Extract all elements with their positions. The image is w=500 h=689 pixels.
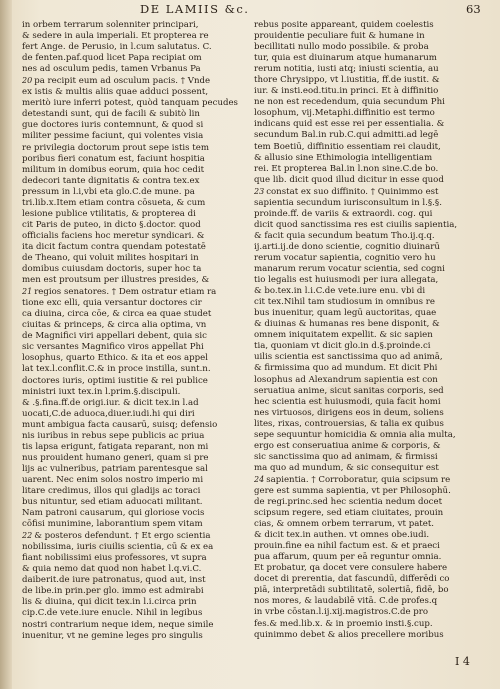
text-line: nobilissima, iuris ciuilis scientia, cū & ex ea: [22, 542, 214, 553]
text-line: uilis scientia est sanctissima quo ad animā,: [254, 352, 443, 363]
text-line: 24 sapientia. † Corroboratur, quia scipsum re: [254, 474, 451, 485]
text-line: piā, interpretādi subtilitatē, solertiā, fidē, bo: [254, 585, 449, 596]
text-line: 21 regios senatores. † Dem ostratur etiam ra: [22, 287, 217, 298]
text-line: omnem iniquitatem expellit. & sic sapien: [254, 330, 433, 341]
text-line: uocati,C.de aduoca,diuer.iudi.hi qui diri: [22, 408, 195, 419]
text-line: nes ad osculum pedis, tamen Vrbanus Pa: [22, 64, 201, 75]
text-line: bus nituntur, sed etiam aduocati militant.: [22, 497, 203, 508]
page-header: [0, 2, 500, 18]
text-line: losophus, quarto Ethico. & ita et eos appel: [22, 353, 208, 364]
text-line: ita dicit factum contra quendam potestatē: [22, 241, 206, 252]
text-line: litare credimus, illos qui gladijs ac toraci: [22, 485, 201, 496]
text-line: 20 pa recipit eum ad osculum pacis. † Vnde: [22, 76, 211, 87]
text-line: domibus cuiusdam doctoris, super hoc ta: [22, 264, 202, 275]
text-line: nes virtuosos, dirigens eos in deum, soliens: [254, 407, 444, 418]
text-line: rerum vocatur sapientia, cognitio vero hu: [254, 252, 436, 263]
text-line: nos mores, & laudabilē vitā. C.de profes.q: [254, 596, 438, 607]
text-line: manarum rerum vocatur scientia, sed cogni: [254, 264, 445, 275]
text-line: docet di prerentia, dat fascundū, differēdi co: [254, 574, 450, 585]
text-line: & dicit tex.in authen. vt omnes obe.iudi.: [254, 530, 430, 541]
text-line: munt ambigua facta causarū, suisq; defensio: [22, 419, 218, 430]
text-line: ma quo ad mundum, & sic consequitur est: [254, 462, 439, 473]
text-line: & sedere in aula imperiali. Et propterea re: [22, 31, 209, 42]
text-line: ca diuina, circa cōe, & circa ea quae studet: [22, 309, 212, 320]
text-line: fiant nobilissimi eius professores, vt supra: [22, 553, 207, 564]
text-line: de Theano, qui voluit milites hospitari in: [22, 252, 199, 263]
text-line: de libe.in prin.per glo. immo est admirabi: [22, 586, 204, 597]
text-line: que lib. dicit quod illud dicitur in esse quod: [254, 174, 444, 185]
text-line: tia, quoniam vt dicit glo.in d.§.proinde.ci: [254, 341, 431, 352]
text-line: scipsum regere, sed etiam ciuitates, prouin: [254, 508, 444, 519]
text-line: prouidentie peculiare fuit & humane in: [254, 31, 425, 42]
text-line: becillitati nullo modo possibile. & proba: [254, 42, 429, 53]
text-line: militer pessime faciunt, qui volentes visia: [22, 131, 204, 142]
text-line: ciuitas & princeps, & circa alia optima, vn: [22, 320, 207, 331]
text-line: pressum in l.i,vbi eta glo.C.de mune. pa: [22, 186, 195, 197]
text-line: nus prouident humano generi, quam si pre: [22, 452, 209, 463]
text-line: fes.& med.lib.x. & in proemio insti.§.cup.: [254, 618, 433, 629]
text-line: gere est summa sapientia, vt per Philosophū.: [254, 485, 451, 496]
marginal-number: 23: [254, 186, 265, 196]
text-line: sic sanctissima quo ad animam, & firmissi: [254, 451, 438, 462]
text-line: cit tex.Nihil tam studiosum in omnibus re: [254, 297, 435, 308]
text-line: uarent. Nec enim solos nostro imperio mi: [22, 474, 204, 485]
text-line: pua affarum, quum per eā reguntur omnia.: [254, 552, 442, 563]
text-line: sepe sequuntur homicidia & omnia alia multa,: [254, 429, 456, 440]
text-line: de Magnifici viri appellari debent, quia sic: [22, 331, 207, 342]
text-line: indicans quid est esse rei per essentialia. &: [254, 119, 445, 130]
text-line: sic versantes Magnifico viros appellat Phi: [22, 342, 204, 353]
text-line: tione exc elli, quia versantur doctores cir: [22, 298, 202, 309]
text-line: cip.C.de vete.iure enucle. Nihil in legibus: [22, 608, 203, 619]
text-line: & facit quia secundum beatum Tho.ij.q.q.: [254, 230, 435, 241]
text-line: inuenitur, vt ne gemine leges pro singulis: [22, 630, 203, 641]
text-line: iur. & insti.eod.titu.in princi. Et à diffinitio: [254, 86, 439, 97]
right-text-column: [254, 20, 479, 641]
text-line: lat tex.l.conflit.C.& in proce instilla, sunt.n.: [22, 364, 211, 375]
text-line: quinimmo debet & alios precellere moribus: [254, 629, 444, 640]
text-line: losophus ad Alexandrum sapientia est con: [254, 374, 438, 385]
text-line: poribus fieri conatum est, faciunt hospitia: [22, 153, 205, 164]
text-line: ministri iuxt tex.in l.prim.§.discipuli.: [22, 386, 181, 397]
text-line: re privilegia doctorum prout sepe istis tem: [22, 142, 209, 153]
text-line: men est proutsum per illustres presides, &: [22, 275, 210, 286]
text-line: dicit quod sanctissima res est ciuilis sapientia,: [254, 219, 458, 230]
text-line: prouin.fine ea nihil factum est. & et praeci: [254, 541, 440, 552]
text-line: de fenten.paf.quod licet Papa recipiat om: [22, 53, 202, 64]
marginal-number: 24: [254, 474, 265, 484]
text-line: & firmissima quo ad mundum. Et dicit Phi: [254, 363, 438, 374]
text-line: tri.lib.x.Item etiam contra cōsueta, & cum: [22, 197, 206, 208]
text-line: cōfisi munimine, laborantium spem vitam: [22, 519, 203, 530]
text-line: tem Boetiū, diffinitio essentiam rei claudit,: [254, 141, 441, 152]
text-line: gue doctores iuris contemnunt, & quod si: [22, 120, 204, 131]
left-text-column: [22, 20, 242, 642]
text-line: rei. Et propterea Bal.in l.non sine.C.de bo.: [254, 163, 439, 174]
text-line: tur, quia est diuinarum atque humanarum: [254, 53, 437, 64]
text-line: hec scientia est huiusmodi, quia facit homi: [254, 396, 441, 407]
text-line: nis iuribus in rebus sepe publicis ac priua: [22, 430, 205, 441]
text-line: 22 & posteros defendunt. † Et ergo scientia: [22, 531, 211, 542]
text-line: & bo.tex.in l.i.C.de vete.iure enu. vbi di: [254, 286, 426, 297]
text-line: detestandi sunt, qui de facili & subitò lin: [22, 109, 200, 120]
text-line: tio legalis est huiusmodi per iura allegata,: [254, 275, 439, 286]
text-line: militum in domibus eorum, quia hoc cedit: [22, 164, 205, 175]
text-line: in vrbe cōstan.l.ij.xij.magistros.C.de pro: [254, 607, 429, 618]
text-line: thore Chrysippo, vt l.iustitia, ff.de iustit. &: [254, 75, 440, 86]
text-line: ne non est recedendum, quia secundum Phi: [254, 97, 445, 108]
text-line: secundum Bal.in rub.C.qui admitti.ad legē: [254, 130, 439, 141]
text-line: in orbem terrarum solenniter principari,: [22, 20, 199, 30]
text-line: lijs ac vulneribus, patriam parentesque sal: [22, 463, 208, 474]
text-line: cias, & omnem orbem terrarum, vt patet.: [254, 519, 435, 530]
text-line: 23 constat ex suo diffinito. † Quinimmo est: [254, 186, 439, 197]
marginal-number: 22: [22, 531, 33, 541]
signature-mark: I 4: [455, 655, 470, 668]
text-line: sapientia secundum iurisconsultum in l.§.§.: [254, 197, 442, 208]
text-line: Nam patroni causarum, qui gloriose vocis: [22, 508, 205, 519]
text-line: rebus posite appareant, quidem coelestis: [254, 20, 434, 30]
text-line: doctores iuris, optimi iustitie & rei publice: [22, 375, 208, 386]
text-line: & quia nemo dat quod non habet l.q.vi.C.: [22, 564, 202, 575]
text-line: proinde.ff. de variis & extraordi. cog. qui: [254, 208, 433, 219]
text-line: lites, rixas, controuersias, & talia ex quibus: [254, 418, 444, 429]
text-line: rerum notitia, iusti atq; iniusti scientia, au: [254, 64, 439, 75]
text-line: lis & diuina, qui dicit tex.in l.i.circa prin: [22, 597, 197, 608]
page-gutter-shadow: [0, 0, 12, 689]
marginal-number: 20: [22, 76, 33, 86]
text-line: officialis faciens hoc meretur syndicari. &: [22, 230, 205, 241]
text-line: ex istis & multis aliis quae adduci possent,: [22, 87, 209, 98]
marginal-number: 21: [22, 287, 33, 297]
text-line: & diuinas & humanas res bene disponit, &: [254, 319, 440, 330]
text-line: de regi.princ.sed hec scientia nedum docet: [254, 497, 443, 508]
text-line: bus inuenitur, quam legū auctoritas, quae: [254, 308, 437, 319]
text-line: dedecori tante dignitatis & contra tex.ex: [22, 175, 200, 186]
running-head: DE LAMIIS &c.: [140, 2, 250, 16]
text-line: Et probatur, qa docet vere consulere habere: [254, 563, 448, 574]
text-line: losophum, vij.Metaphi.diffinitio est termo: [254, 108, 435, 119]
text-line: daiberit.de iure patronatus, quod aut, inst: [22, 575, 206, 586]
text-line: nostri contrarium neque idem, neque simile: [22, 619, 214, 630]
text-line: tis lapsa erigunt, fatigata reparant, non mi: [22, 441, 209, 452]
text-line: ij.arti.ij.de dono scientie, cognitio diuinarū: [254, 241, 440, 252]
text-line: meritò iure inferri potest, quòd tanquam pecudes: [22, 98, 238, 109]
text-line: cit Paris de puteo, in dicto §.doctor. quod: [22, 219, 201, 230]
text-line: fert Ange. de Perusio, in l.cum salutatus. C.: [22, 42, 212, 53]
text-line: & .§.fina.ff.de origi.iur. & dicit tex.in l.ad: [22, 397, 199, 408]
text-line: lesione publice vtilitatis, & propterea di: [22, 208, 196, 219]
page-number: 63: [466, 2, 481, 16]
text-line: ergo est conseruatiua anime & corporis, &: [254, 440, 441, 451]
text-line: seruatiua anime, sicut sanitas corporis, sed: [254, 385, 444, 396]
text-line: & allusio sine Ethimologia intelligentiam: [254, 152, 433, 163]
